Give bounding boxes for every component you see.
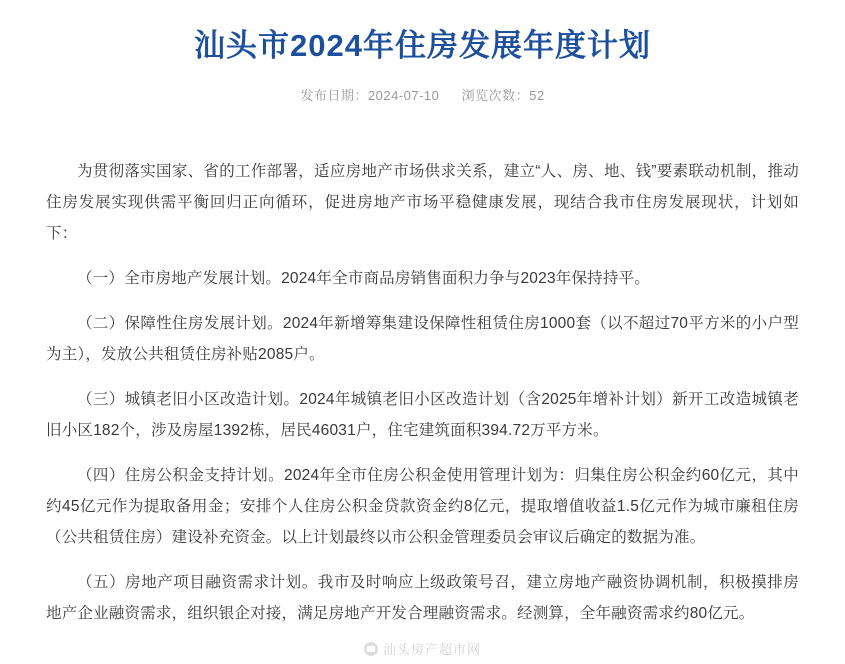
paragraph-item-4: （四）住房公积金支持计划。2024年全市住房公积金使用管理计划为：归集住房公积金约60亿元，其中约45亿元作为提取备用金；安排个人住房公积金贷款资金约8亿元，提取增值收益1.5亿元作为城市廉租住房（公共租赁住房）建设补充资金。以上计划最终以市公积金管理委员会审议后确定的数据为准。 xyxy=(46,467,799,547)
paragraph-intro: 为贯彻落实国家、省的工作部署，适应房地产市场供求关系，建立“人、房、地、钱”要素联动机制，推动住房发展实现供需平衡回归正向循环，促进房地产市场平稳健康发展，现结合我市住房发展现状，计划如下： xyxy=(46,163,799,243)
watermark-text: 汕头房产超市网 xyxy=(382,642,481,657)
views-label: 浏览次数： xyxy=(461,88,530,104)
paragraph-item-2: （二）保障性住房发展计划。2024年新增筹集建设保障性租赁住房1000套（以不超过70平方米的小户型为主），发放公共租赁住房补贴2085户。 xyxy=(46,315,799,364)
publish-date-value: 2024-07-10 xyxy=(367,88,440,104)
paragraph-item-1: （一）全市房地产发展计划。2024年全市商品房销售面积力争与2023年保持持平。 xyxy=(77,270,650,288)
site-watermark xyxy=(0,639,845,658)
document-body xyxy=(0,156,845,629)
paragraph-item-3: （三）城镇老旧小区改造计划。2024年城镇老旧小区改造计划（含2025年增补计划）新开工改造城镇老旧小区182个，涉及房屋1392栋，居民46031户，住宅建筑面积394.72万平方米。 xyxy=(46,391,799,440)
publish-date-label: 发布日期： xyxy=(300,88,368,104)
page-title: 汕头市2024年住房发展年度计划 xyxy=(194,28,651,63)
watermark-logo-icon xyxy=(364,642,378,656)
paragraph-item-5: （五）房地产项目融资需求计划。我市及时响应上级政策号召，建立房地产融资协调机制，积极摸排房地产企业融资需求，组织银企对接，满足房地产开发合理融资需求。经测算，全年融资需求约80亿元。 xyxy=(46,574,799,623)
document-meta xyxy=(0,85,845,104)
views-count: 52 xyxy=(529,88,545,104)
